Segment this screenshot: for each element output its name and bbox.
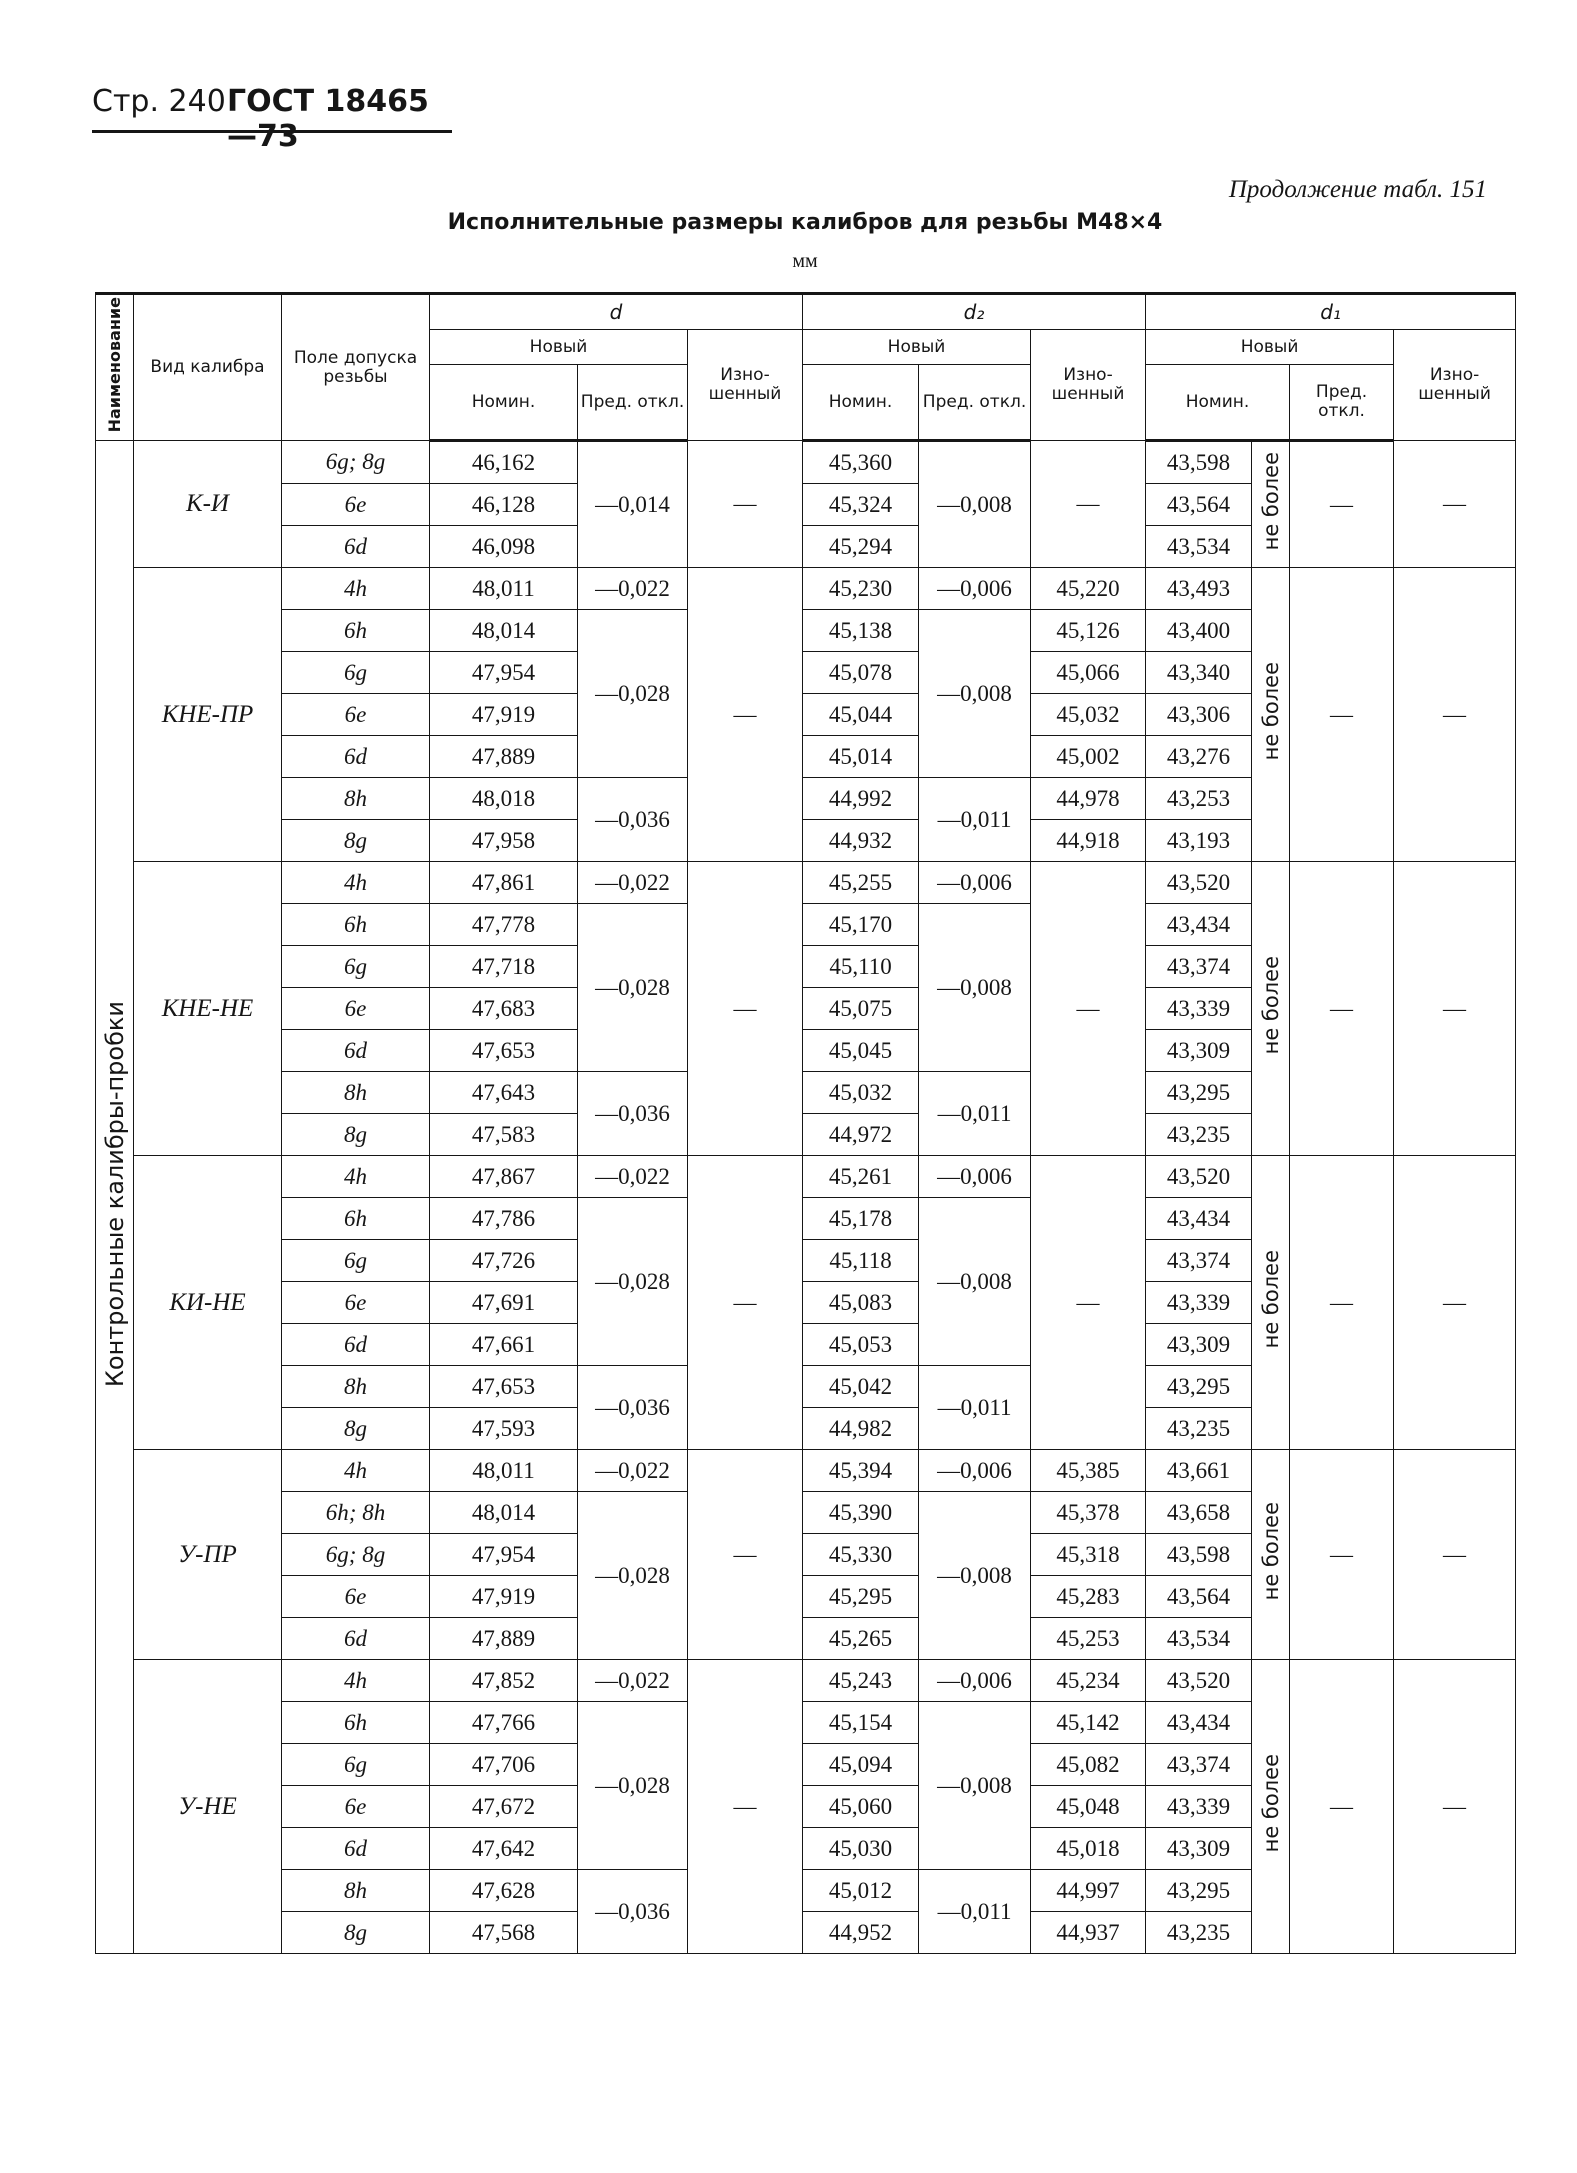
d2-nominal: 45,012 — [803, 1870, 919, 1912]
calibre-name: К-И — [134, 441, 282, 568]
d1-deviation: — — [1290, 1450, 1394, 1660]
d2-worn: 45,220 — [1031, 568, 1146, 610]
d-nominal: 47,672 — [430, 1786, 578, 1828]
tolerance-field: 6e — [282, 1576, 430, 1618]
d2-nominal: 44,982 — [803, 1408, 919, 1450]
calibre-name: КНЕ-ПР — [134, 568, 282, 862]
tolerance-field: 6e — [282, 484, 430, 526]
tolerance-field: 4h — [282, 862, 430, 904]
d1-nominal: 43,434 — [1146, 904, 1252, 946]
d2-nominal: 44,932 — [803, 820, 919, 862]
d2-worn: 44,997 — [1031, 1870, 1146, 1912]
d-nominal: 47,691 — [430, 1282, 578, 1324]
d2-nominal: 45,060 — [803, 1786, 919, 1828]
d2-worn: 45,283 — [1031, 1576, 1146, 1618]
d2-nominal: 45,014 — [803, 736, 919, 778]
d1-nominal: 43,564 — [1146, 484, 1252, 526]
d1-nominal: 43,661 — [1146, 1450, 1252, 1492]
tolerance-field: 6e — [282, 694, 430, 736]
calibre-name: КИ-НЕ — [134, 1156, 282, 1450]
d1-worn: — — [1394, 441, 1516, 568]
table-row — [96, 441, 1516, 484]
d1-nominal: 43,534 — [1146, 526, 1252, 568]
d2-nominal: 45,083 — [803, 1282, 919, 1324]
calibre-name: КНЕ-НЕ — [134, 862, 282, 1156]
tolerance-field: 6h; 8h — [282, 1492, 430, 1534]
d2-nominal: 45,295 — [803, 1576, 919, 1618]
d-nominal: 47,568 — [430, 1912, 578, 1954]
not-more-label: не более — [1258, 956, 1283, 1055]
d1-nominal: 43,534 — [1146, 1618, 1252, 1660]
d-nominal: 47,593 — [430, 1408, 578, 1450]
d1-nominal: 43,309 — [1146, 1324, 1252, 1366]
table-row — [96, 862, 1516, 904]
d1-worn: — — [1394, 1660, 1516, 1954]
page-number: Стр. 240 — [92, 84, 226, 119]
d2-deviation: —0,006 — [919, 1156, 1031, 1198]
d2-deviation: —0,006 — [919, 862, 1031, 904]
d2-nominal: 45,360 — [803, 441, 919, 484]
d2-nominal: 45,032 — [803, 1072, 919, 1114]
header-d-nomin: Номин. — [430, 365, 578, 441]
tolerance-field: 8g — [282, 1114, 430, 1156]
d-deviation: —0,028 — [578, 1492, 688, 1660]
d-nominal: 48,014 — [430, 1492, 578, 1534]
d2-deviation: —0,006 — [919, 1660, 1031, 1702]
tolerance-field: 4h — [282, 1156, 430, 1198]
not-more-label: не более — [1258, 662, 1283, 761]
d-deviation: —0,022 — [578, 1660, 688, 1702]
group-label: Контрольные калибры-пробки — [100, 1000, 129, 1388]
table-body — [96, 441, 1516, 1954]
tolerance-field: 6e — [282, 1786, 430, 1828]
d-nominal: 47,726 — [430, 1240, 578, 1282]
d2-worn: 45,378 — [1031, 1492, 1146, 1534]
d1-nominal: 43,434 — [1146, 1702, 1252, 1744]
d-nominal: 47,861 — [430, 862, 578, 904]
d-nominal: 46,098 — [430, 526, 578, 568]
group-label-cell — [96, 441, 134, 1954]
header-d: d — [430, 294, 803, 330]
d-nominal: 47,919 — [430, 1576, 578, 1618]
d2-nominal: 45,075 — [803, 988, 919, 1030]
d2-nominal: 44,952 — [803, 1912, 919, 1954]
d-nominal: 47,653 — [430, 1030, 578, 1072]
tolerance-field: 4h — [282, 1450, 430, 1492]
d1-nominal: 43,339 — [1146, 1282, 1252, 1324]
not-more-label: не более — [1258, 1754, 1283, 1853]
not-more-label: не более — [1258, 1250, 1283, 1349]
d2-deviation: —0,011 — [919, 1366, 1031, 1450]
d1-not-more-cell — [1252, 862, 1290, 1156]
d-deviation: —0,014 — [578, 441, 688, 568]
d-nominal: 48,011 — [430, 568, 578, 610]
tolerance-field: 8g — [282, 1912, 430, 1954]
d2-deviation: —0,008 — [919, 904, 1031, 1072]
header-d1: d₁ — [1146, 294, 1516, 330]
table-continuation-note: Продолжение табл. 151 — [1228, 176, 1487, 203]
d1-worn: — — [1394, 568, 1516, 862]
d-nominal: 48,011 — [430, 1450, 578, 1492]
tolerance-field: 8h — [282, 778, 430, 820]
d-nominal: 47,718 — [430, 946, 578, 988]
d1-nominal: 43,235 — [1146, 1114, 1252, 1156]
not-more-label: не более — [1258, 1502, 1283, 1601]
d2-deviation: —0,011 — [919, 1072, 1031, 1156]
header-d-pred: Пред. откл. — [578, 365, 688, 441]
table-title: Исполнительные размеры калибров для резьбы М48×4 — [447, 210, 1163, 235]
d1-nominal: 43,235 — [1146, 1408, 1252, 1450]
d1-nominal: 43,374 — [1146, 946, 1252, 988]
table-row — [96, 1450, 1516, 1492]
d1-nominal: 43,306 — [1146, 694, 1252, 736]
d1-nominal: 43,340 — [1146, 652, 1252, 694]
table-row — [96, 1660, 1516, 1702]
tolerance-field: 6g — [282, 1744, 430, 1786]
tolerance-field: 6d — [282, 1828, 430, 1870]
d-deviation: —0,028 — [578, 904, 688, 1072]
header-d1-novyi: Новый — [1146, 330, 1394, 365]
d1-nominal: 43,309 — [1146, 1828, 1252, 1870]
tolerance-field: 6h — [282, 610, 430, 652]
d1-nominal: 43,400 — [1146, 610, 1252, 652]
d2-nominal: 45,044 — [803, 694, 919, 736]
d1-deviation: — — [1290, 1660, 1394, 1954]
d1-deviation: — — [1290, 441, 1394, 568]
d-nominal: 48,014 — [430, 610, 578, 652]
d2-nominal: 45,138 — [803, 610, 919, 652]
d2-nominal: 45,330 — [803, 1534, 919, 1576]
d2-worn: 45,018 — [1031, 1828, 1146, 1870]
d1-not-more-cell — [1252, 1450, 1290, 1660]
d-nominal: 47,653 — [430, 1366, 578, 1408]
d2-worn: 45,126 — [1031, 610, 1146, 652]
header-d1-nomin: Номин. — [1146, 365, 1290, 441]
d2-nominal: 45,154 — [803, 1702, 919, 1744]
tolerance-field: 6d — [282, 1618, 430, 1660]
d2-nominal: 45,294 — [803, 526, 919, 568]
d-nominal: 48,018 — [430, 778, 578, 820]
d-worn: — — [688, 1450, 803, 1660]
d1-nominal: 43,276 — [1146, 736, 1252, 778]
d2-worn: 45,048 — [1031, 1786, 1146, 1828]
tolerance-field: 6d — [282, 736, 430, 778]
tolerance-field: 6g; 8g — [282, 441, 430, 484]
d1-worn: — — [1394, 1450, 1516, 1660]
d-nominal: 46,162 — [430, 441, 578, 484]
d1-nominal: 43,339 — [1146, 988, 1252, 1030]
d1-not-more-cell — [1252, 441, 1290, 568]
d2-worn: 44,978 — [1031, 778, 1146, 820]
d1-nominal: 43,598 — [1146, 1534, 1252, 1576]
d1-not-more-cell — [1252, 568, 1290, 862]
d-nominal: 47,661 — [430, 1324, 578, 1366]
d-nominal: 47,583 — [430, 1114, 578, 1156]
header-d2-novyi: Новый — [803, 330, 1031, 365]
calibre-name: У-ПР — [134, 1450, 282, 1660]
d1-deviation: — — [1290, 862, 1394, 1156]
not-more-label: не более — [1258, 452, 1283, 551]
tolerance-field: 6h — [282, 904, 430, 946]
d2-worn: 45,142 — [1031, 1702, 1146, 1744]
header-d2: d₂ — [803, 294, 1146, 330]
d2-nominal: 45,230 — [803, 568, 919, 610]
d-nominal: 47,706 — [430, 1744, 578, 1786]
header-d-novyi: Новый — [430, 330, 688, 365]
standard-number: ГОСТ 18465—73 — [227, 84, 429, 154]
d-nominal: 47,766 — [430, 1702, 578, 1744]
table-row — [96, 1156, 1516, 1198]
tolerance-field: 8h — [282, 1072, 430, 1114]
header-vid-kalibra: Вид калибра — [134, 294, 282, 441]
d-nominal: 47,778 — [430, 904, 578, 946]
d1-nominal: 43,598 — [1146, 441, 1252, 484]
d-nominal: 47,954 — [430, 652, 578, 694]
d-nominal: 47,786 — [430, 1198, 578, 1240]
d-deviation: —0,028 — [578, 1702, 688, 1870]
d1-nominal: 43,434 — [1146, 1198, 1252, 1240]
d2-nominal: 45,390 — [803, 1492, 919, 1534]
tolerance-field: 6h — [282, 1702, 430, 1744]
d2-worn: 45,318 — [1031, 1534, 1146, 1576]
d-deviation: —0,036 — [578, 778, 688, 862]
d2-nominal: 45,053 — [803, 1324, 919, 1366]
d2-nominal: 45,324 — [803, 484, 919, 526]
d2-worn: 45,253 — [1031, 1618, 1146, 1660]
d2-nominal: 44,992 — [803, 778, 919, 820]
d-deviation: —0,022 — [578, 568, 688, 610]
d2-nominal: 45,265 — [803, 1618, 919, 1660]
d-worn: — — [688, 862, 803, 1156]
d2-nominal: 45,261 — [803, 1156, 919, 1198]
d1-nominal: 43,520 — [1146, 1156, 1252, 1198]
d2-nominal: 45,078 — [803, 652, 919, 694]
tolerance-field: 6e — [282, 1282, 430, 1324]
d-nominal: 47,642 — [430, 1828, 578, 1870]
d2-nominal: 45,030 — [803, 1828, 919, 1870]
tolerance-field: 6g — [282, 1240, 430, 1282]
d2-deviation: —0,008 — [919, 610, 1031, 778]
d2-worn: 45,032 — [1031, 694, 1146, 736]
tolerance-field: 6g — [282, 652, 430, 694]
d1-nominal: 43,520 — [1146, 1660, 1252, 1702]
header-d-iznoshennyi: Изно-шенный — [688, 330, 803, 441]
d-worn: — — [688, 1156, 803, 1450]
d1-nominal: 43,520 — [1146, 862, 1252, 904]
d1-nominal: 43,193 — [1146, 820, 1252, 862]
d2-nominal: 45,042 — [803, 1366, 919, 1408]
tolerance-field: 4h — [282, 568, 430, 610]
d-nominal: 47,889 — [430, 736, 578, 778]
tolerance-field: 6g; 8g — [282, 1534, 430, 1576]
d-deviation: —0,036 — [578, 1072, 688, 1156]
d-nominal: 47,643 — [430, 1072, 578, 1114]
d-nominal: 47,919 — [430, 694, 578, 736]
d2-worn: 45,066 — [1031, 652, 1146, 694]
d2-nominal: 45,118 — [803, 1240, 919, 1282]
d1-nominal: 43,493 — [1146, 568, 1252, 610]
d-deviation: —0,028 — [578, 1198, 688, 1366]
d1-nominal: 43,295 — [1146, 1870, 1252, 1912]
d2-deviation: —0,011 — [919, 778, 1031, 862]
d2-deviation: —0,008 — [919, 441, 1031, 568]
d-worn: — — [688, 1660, 803, 1954]
header-d2-pred: Пред. откл. — [919, 365, 1031, 441]
d2-worn: — — [1031, 862, 1146, 1156]
d1-nominal: 43,295 — [1146, 1366, 1252, 1408]
tolerance-field: 6h — [282, 1198, 430, 1240]
tolerance-field: 6d — [282, 1324, 430, 1366]
d2-nominal: 44,972 — [803, 1114, 919, 1156]
d-deviation: —0,022 — [578, 1156, 688, 1198]
d-deviation: —0,028 — [578, 610, 688, 778]
d1-nominal: 43,658 — [1146, 1492, 1252, 1534]
tolerance-field: 4h — [282, 1660, 430, 1702]
tolerance-field: 8h — [282, 1870, 430, 1912]
table-row — [96, 568, 1516, 610]
d2-deviation: —0,006 — [919, 568, 1031, 610]
d1-nominal: 43,235 — [1146, 1912, 1252, 1954]
d2-worn: 44,918 — [1031, 820, 1146, 862]
d1-nominal: 43,564 — [1146, 1576, 1252, 1618]
d2-worn: 44,937 — [1031, 1912, 1146, 1954]
d1-not-more-cell — [1252, 1156, 1290, 1450]
d-nominal: 46,128 — [430, 484, 578, 526]
d2-worn: 45,385 — [1031, 1450, 1146, 1492]
d2-deviation: —0,008 — [919, 1492, 1031, 1660]
d2-nominal: 45,394 — [803, 1450, 919, 1492]
d2-deviation: —0,008 — [919, 1702, 1031, 1870]
d2-worn: 45,082 — [1031, 1744, 1146, 1786]
d-deviation: —0,022 — [578, 1450, 688, 1492]
d1-deviation: — — [1290, 568, 1394, 862]
table-header — [96, 294, 1516, 441]
tolerance-field: 8h — [282, 1366, 430, 1408]
d-nominal: 47,628 — [430, 1870, 578, 1912]
header-d2-iznoshennyi: Изно-шенный — [1031, 330, 1146, 441]
d-nominal: 47,852 — [430, 1660, 578, 1702]
d1-nominal: 43,309 — [1146, 1030, 1252, 1072]
d1-worn: — — [1394, 862, 1516, 1156]
d2-nominal: 45,094 — [803, 1744, 919, 1786]
d2-nominal: 45,178 — [803, 1198, 919, 1240]
d1-nominal: 43,374 — [1146, 1240, 1252, 1282]
d-worn: — — [688, 568, 803, 862]
d-nominal: 47,867 — [430, 1156, 578, 1198]
header-naimenovanie: Наименование — [96, 294, 134, 441]
d1-nominal: 43,374 — [1146, 1744, 1252, 1786]
d-nominal: 47,889 — [430, 1618, 578, 1660]
header-d1-iznoshennyi: Изно-шенный — [1394, 330, 1516, 441]
dimensions-table-container — [95, 292, 1515, 1954]
header-d2-nomin: Номин. — [803, 365, 919, 441]
tolerance-field: 6d — [282, 1030, 430, 1072]
d2-worn: 45,234 — [1031, 1660, 1146, 1702]
d-deviation: —0,036 — [578, 1870, 688, 1954]
header-pole-dopuska: Поле допуска резьбы — [282, 294, 430, 441]
d-deviation: —0,036 — [578, 1366, 688, 1450]
header-d1-pred: Пред. откл. — [1290, 365, 1394, 441]
d2-deviation: —0,008 — [919, 1198, 1031, 1366]
table-units: мм — [792, 250, 818, 272]
d-nominal: 47,683 — [430, 988, 578, 1030]
d2-nominal: 45,243 — [803, 1660, 919, 1702]
d1-nominal: 43,253 — [1146, 778, 1252, 820]
d2-worn: 45,002 — [1031, 736, 1146, 778]
d2-deviation: —0,011 — [919, 1870, 1031, 1954]
d2-nominal: 45,255 — [803, 862, 919, 904]
tolerance-field: 6d — [282, 526, 430, 568]
tolerance-field: 8g — [282, 820, 430, 862]
d1-nominal: 43,339 — [1146, 1786, 1252, 1828]
d-nominal: 47,958 — [430, 820, 578, 862]
d-deviation: —0,022 — [578, 862, 688, 904]
d1-worn: — — [1394, 1156, 1516, 1450]
calibre-name: У-НЕ — [134, 1660, 282, 1954]
tolerance-field: 6g — [282, 946, 430, 988]
d2-worn: — — [1031, 441, 1146, 568]
page-header — [92, 80, 452, 154]
dimensions-table — [95, 292, 1516, 1954]
d1-nominal: 43,295 — [1146, 1072, 1252, 1114]
d2-nominal: 45,045 — [803, 1030, 919, 1072]
d2-worn: — — [1031, 1156, 1146, 1450]
d1-not-more-cell — [1252, 1660, 1290, 1954]
d2-deviation: —0,006 — [919, 1450, 1031, 1492]
d-worn: — — [688, 441, 803, 568]
d-nominal: 47,954 — [430, 1534, 578, 1576]
tolerance-field: 8g — [282, 1408, 430, 1450]
d2-nominal: 45,110 — [803, 946, 919, 988]
d1-deviation: — — [1290, 1156, 1394, 1450]
d2-nominal: 45,170 — [803, 904, 919, 946]
tolerance-field: 6e — [282, 988, 430, 1030]
